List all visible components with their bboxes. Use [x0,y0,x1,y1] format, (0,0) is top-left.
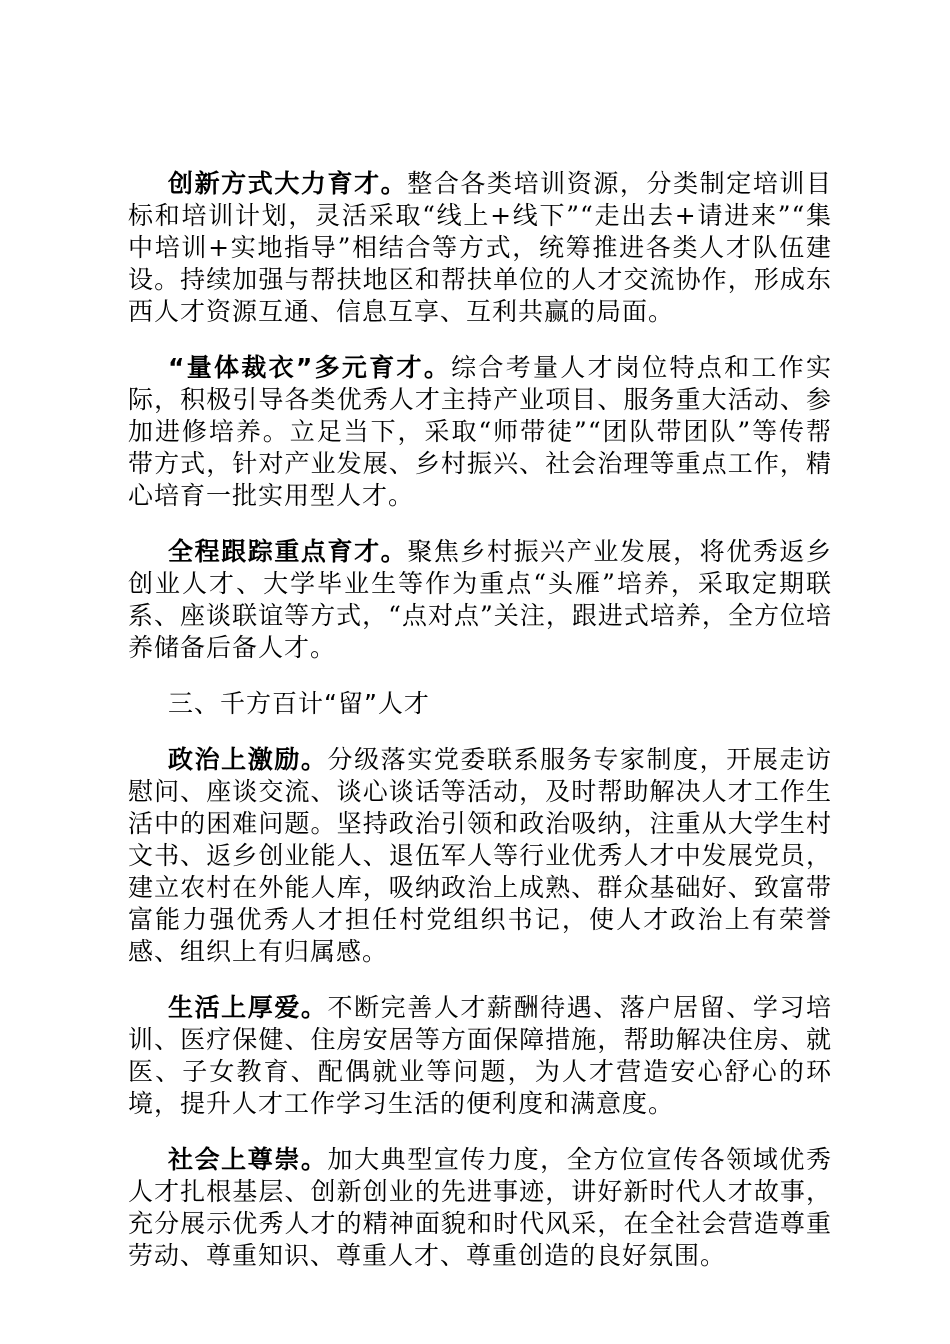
paragraph-body: 聚焦乡村振兴产业发展，将优秀返乡创业人才、大学毕业生等作为重点“头雁”培养，采取定期联系、座谈联谊等方式，“点对点”关注，跟进式培养，全方位培养储备后备人才。 [128,537,832,662]
paragraph-life-care [128,992,832,1120]
paragraph-lead: 政治上激励。 [168,745,328,774]
paragraph-tracking-training [128,536,832,664]
paragraph-innovative-training [128,168,832,328]
paragraph-lead: 创新方式大力育才。 [168,169,408,198]
document-page [128,168,832,1296]
paragraph-lead: 生活上厚爱。 [168,993,328,1022]
paragraph-lead: 社会上尊崇。 [168,1145,328,1174]
paragraph-body: 分级落实党委联系服务专家制度，开展走访慰问、座谈交流、谈心谈话等活动，及时帮助解决人才工作生活中的困难问题。坚持政治引领和政治吸纳，注重从大学生村文书、返乡创业能人、退伍军人等行业优秀人才中发展党员，建立农村在外能人库，吸纳政治上成熟、群众基础好、致富带富能力强优秀人才担任村党组织书记，使人才政治上有荣誉感、组织上有归属感。 [128,745,832,966]
paragraph-body: 不断完善人才薪酬待遇、落户居留、学习培训、医疗保健、住房安居等方面保障措施，帮助解决住房、就医、子女教育、配偶就业等问题，为人才营造安心舒心的环境，提升人才工作学习生活的便利度和满意度。 [128,993,832,1118]
paragraph-body: 综合考量人才岗位特点和工作实际，积极引导各类优秀人才主持产业项目、服务重大活动、参加进修培养。立足当下，采取“师带徒”“团队带团队”等传帮带方式，针对产业发展、乡村振兴、社会治理等重点工作，精心培育一批实用型人才。 [128,353,832,510]
paragraph-body: 加大典型宣传力度，全方位宣传各领域优秀人才扎根基层、创新创业的先进事迹，讲好新时代人才故事，充分展示优秀人才的精神面貌和时代风采，在全社会营造尊重劳动、尊重知识、尊重人才、尊重创造的良好氛围。 [128,1145,832,1270]
paragraph-lead: “量体裁衣”多元育才。 [168,353,452,382]
section-heading: 三、千方百计“留”人才 [168,689,430,718]
paragraph-social-respect [128,1144,832,1272]
paragraph-lead: 全程跟踪重点育才。 [168,537,408,566]
paragraph-body: 整合各类培训资源，分类制定培训目标和培训计划，灵活采取“线上+线下”“走出去+请进来”“集中培训+实地指导”相结合等方式，统筹推进各类人才队伍建设。持续加强与帮扶地区和帮扶单位的人才交流协作，形成东西人才资源互通、信息互享、互利共赢的局面。 [128,169,832,326]
paragraph-tailored-training [128,352,832,512]
paragraph-political-incentive [128,744,832,968]
